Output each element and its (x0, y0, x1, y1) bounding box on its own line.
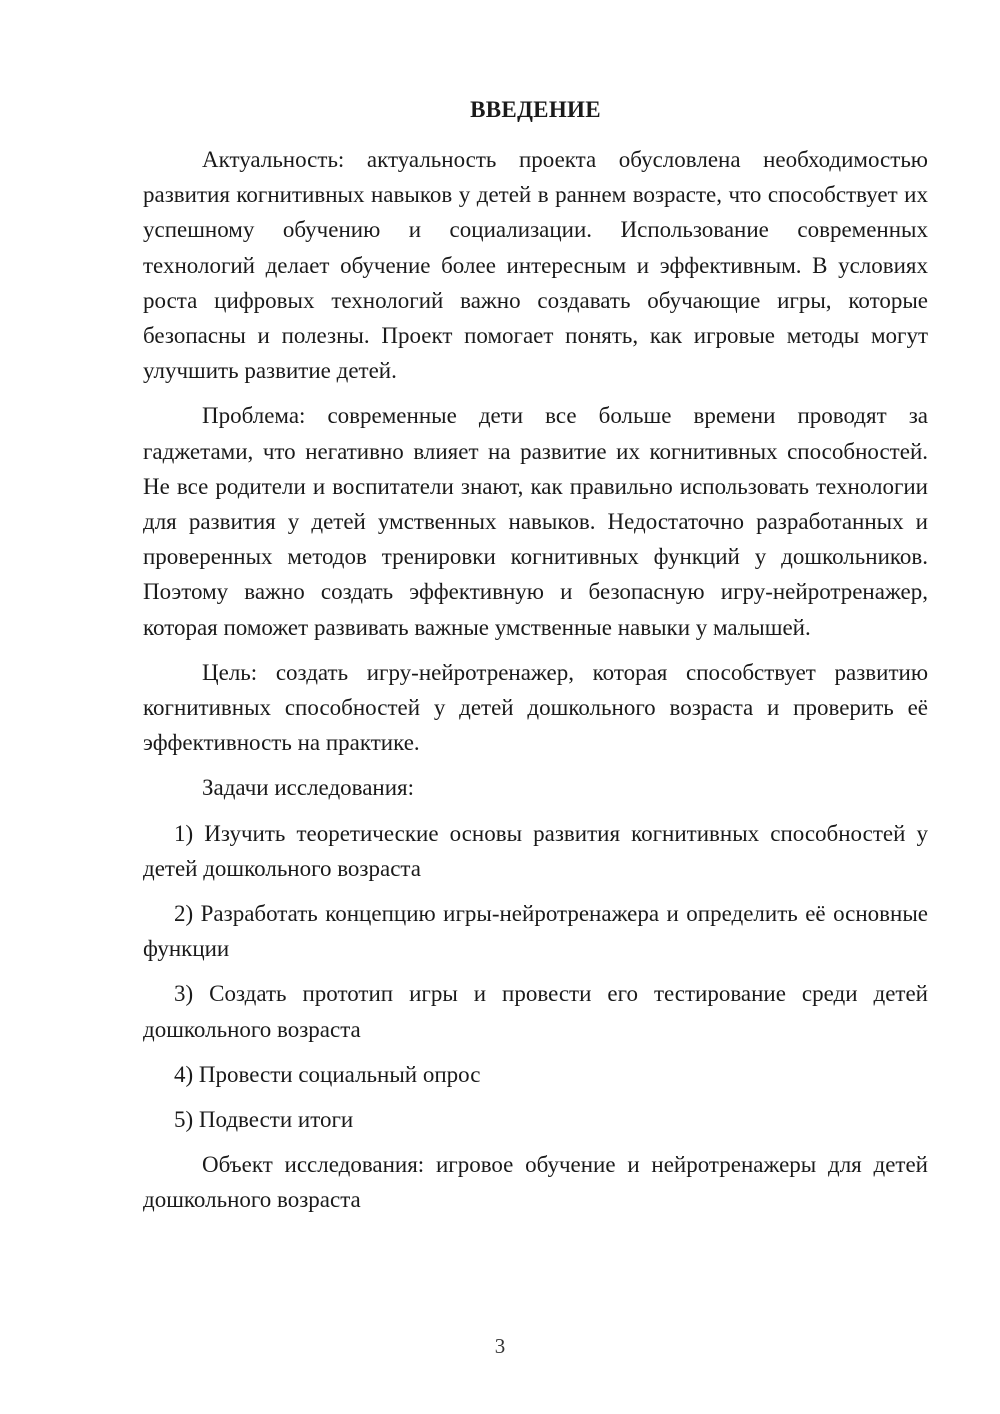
task-item-5: 5) Подвести итоги (174, 1107, 354, 1133)
task-item-3: 3) Создать прототип игры и провести его тестирование среди детей дошкольного возраста (143, 981, 928, 1042)
relevance-paragraph: Актуальность: актуальность проекта обусловлена необходимостью развития когнитивных навыков у детей в раннем возрасте, что способствует их успешному обучению и социализации. Использование современных технологий делает обучение более интересным и эффективным. В условиях роста цифровых технологий важно создавать обучающие игры, которые безопасны и полезны. Проект помогает понять, как игровые методы могут улучшить развитие детей. (143, 147, 928, 384)
page-title: ВВЕДЕНИЕ (470, 97, 601, 122)
object-paragraph: Объект исследования: игровое обучение и нейротренажеры для детей дошкольного возраста (143, 1152, 928, 1213)
tasks-list (143, 816, 928, 1138)
document-page (143, 95, 928, 1228)
problem-paragraph: Проблема: современные дети все больше времени проводят за гаджетами, что негативно влияет на развитие их когнитивных способностей. Не все родители и воспитатели знают, как правильно использовать технологии для развития у детей умственных навыков. Недостаточно разработанных и проверенных методов тренировки когнитивных функций у дошкольников. Поэтому важно создать эффективную и безопасную игру-нейротренажер, которая поможет развивать важные умственные навыки у малышей. (143, 403, 928, 640)
task-item-4: 4) Провести социальный опрос (174, 1061, 481, 1087)
task-item-2: 2) Разработать концепцию игры-нейротренажера и определить её основные функции (143, 901, 928, 962)
goal-paragraph: Цель: создать игру-нейротренажер, которая способствует развитию когнитивных способностей у детей дошкольного возраста и проверить её эффективность на практике. (143, 659, 928, 756)
page-number: 3 (494, 1334, 506, 1358)
task-item-1: 1) Изучить теоретические основы развития когнитивных способностей у детей дошкольного возраста (143, 820, 928, 881)
tasks-heading: Задачи исследования: (202, 775, 415, 801)
